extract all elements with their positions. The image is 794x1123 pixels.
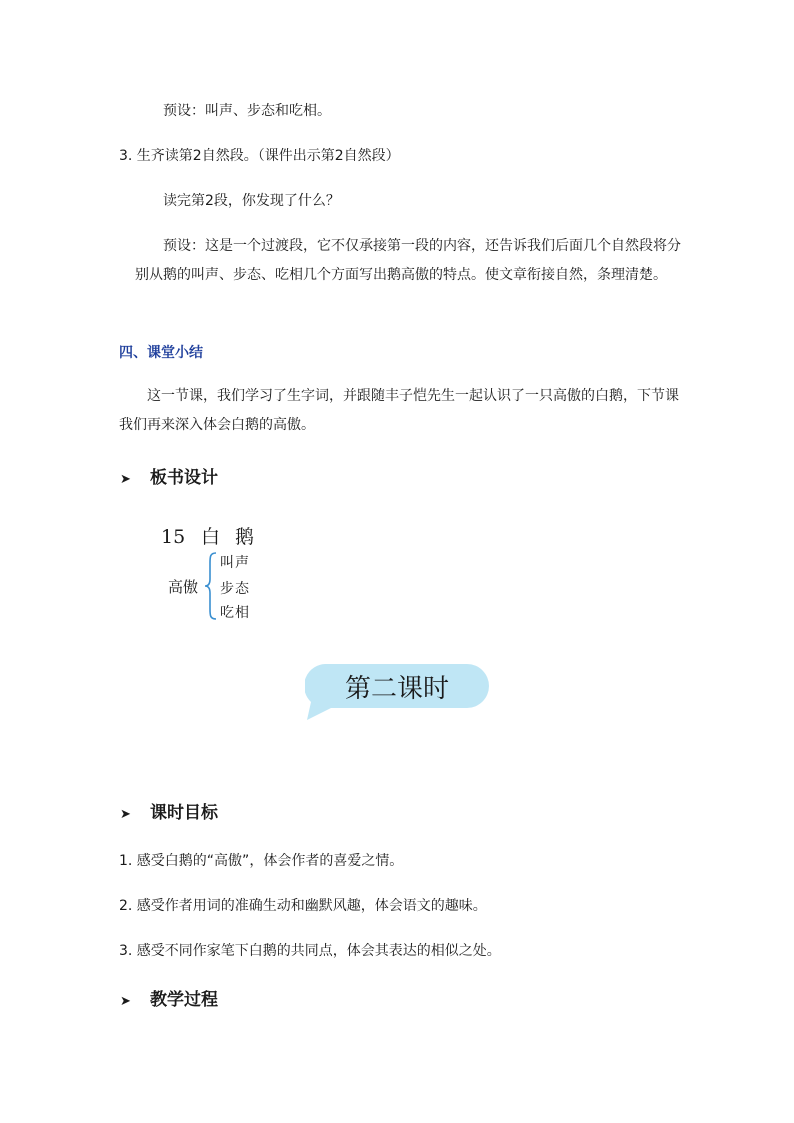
board-item-call: 叫声	[220, 555, 250, 571]
objective-item-3: 3. 感受不同作家笔下白鹅的共同点，体会其表达的相似之处。	[119, 943, 501, 959]
preset-text-2: 预设：这是一个过渡段，它不仅承接第一段的内容，还告诉我们后面几个自然段将分别从鹅的叫声、步态、吃相几个方面写出鹅高傲的特点。使文章衔接自然，条理清楚。	[135, 238, 681, 283]
board-root-label: 高傲	[168, 578, 199, 596]
brace-icon	[203, 551, 219, 621]
board-design-heading-text: 板书设计	[150, 468, 218, 488]
summary-text: 这一节课，我们学习了生字词，并跟随丰子恺先生一起认识了一只高傲的白鹅，下节课我们再来深入体会白鹅的高傲。	[119, 388, 679, 433]
step-3-text: 3. 生齐读第2自然段。（课件出示第2自然段）	[119, 148, 400, 164]
objectives-heading	[120, 801, 218, 827]
board-title	[161, 522, 254, 549]
question-text: 读完第2段，你发现了什么？	[163, 193, 340, 209]
title-char-2: 鹅	[235, 526, 255, 548]
arrow-icon: ➤	[120, 994, 131, 1009]
summary-heading: 四、课堂小结	[119, 345, 203, 361]
arrow-icon: ➤	[120, 472, 131, 487]
board-item-gait: 步态	[220, 581, 250, 597]
process-heading-text: 教学过程	[150, 990, 218, 1010]
lesson-number: 15	[161, 526, 186, 548]
board-design-heading	[120, 466, 218, 492]
arrow-icon: ➤	[120, 807, 131, 822]
banner-label: 第二课时	[344, 673, 449, 703]
objectives-heading-text: 课时目标	[150, 803, 218, 823]
board-item-eating: 吃相	[220, 605, 250, 621]
objective-item-1: 1. 感受白鹅的“高傲”，体会作者的喜爱之情。	[119, 853, 404, 869]
objective-item-2: 2. 感受作者用词的准确生动和幽默风趣，体会语文的趣味。	[119, 898, 487, 914]
title-char-1: 白	[201, 526, 221, 548]
process-heading	[120, 988, 218, 1014]
preset-text-1: 预设：叫声、步态和吃相。	[163, 103, 331, 119]
